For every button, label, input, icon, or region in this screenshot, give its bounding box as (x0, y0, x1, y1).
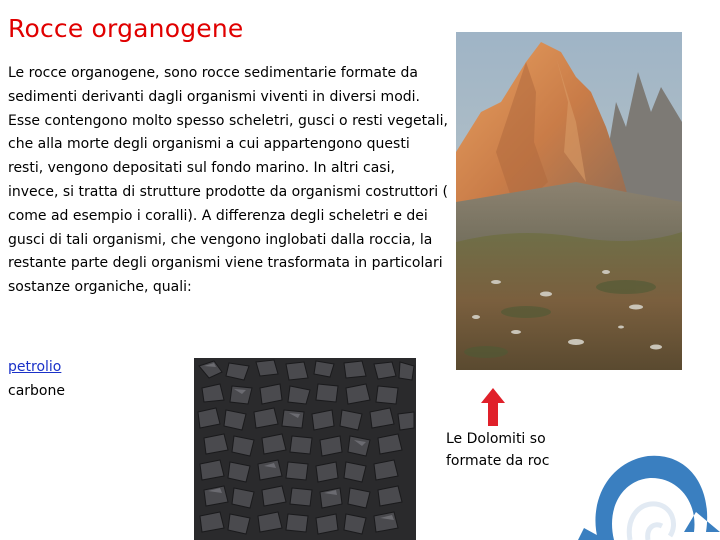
petrolio-link[interactable]: petrolio (8, 359, 62, 375)
examples-list (8, 356, 65, 403)
caption-line-1: Le Dolomiti so (446, 431, 546, 447)
list-item-carbone: carbone (8, 382, 65, 399)
mountain-photo (456, 32, 682, 370)
coal-photo (194, 358, 416, 540)
blue-circular-arrow-icon (578, 432, 720, 540)
mountain-caption (446, 428, 566, 472)
red-up-arrow-icon (480, 387, 506, 427)
list-item-petrolio[interactable] (8, 356, 65, 380)
caption-line-2: formate da roc (446, 453, 550, 469)
slide-paragraph: Le rocce organogene, sono rocce sedimentarie formate da sedimenti derivanti dagli organismi viventi in diversi modi. Esse contengono molto spesso scheletri, gusci o resti vegetali, che alla morte degli organismi a cui appartengono questi resti, vengono depositati sul fondo marino. In altri casi, invece, si tratta di strutture prodotte da organismi costruttori ( come ad esempio i coralli). A differenza degli scheletri e dei gusci di tali organismi, che vengono inglobati dalla roccia, la restante parte degli organismi viene trasformata in particolari sostanze organiche, quali: (8, 65, 449, 296)
slide-title: Rocce organogene (8, 14, 244, 43)
